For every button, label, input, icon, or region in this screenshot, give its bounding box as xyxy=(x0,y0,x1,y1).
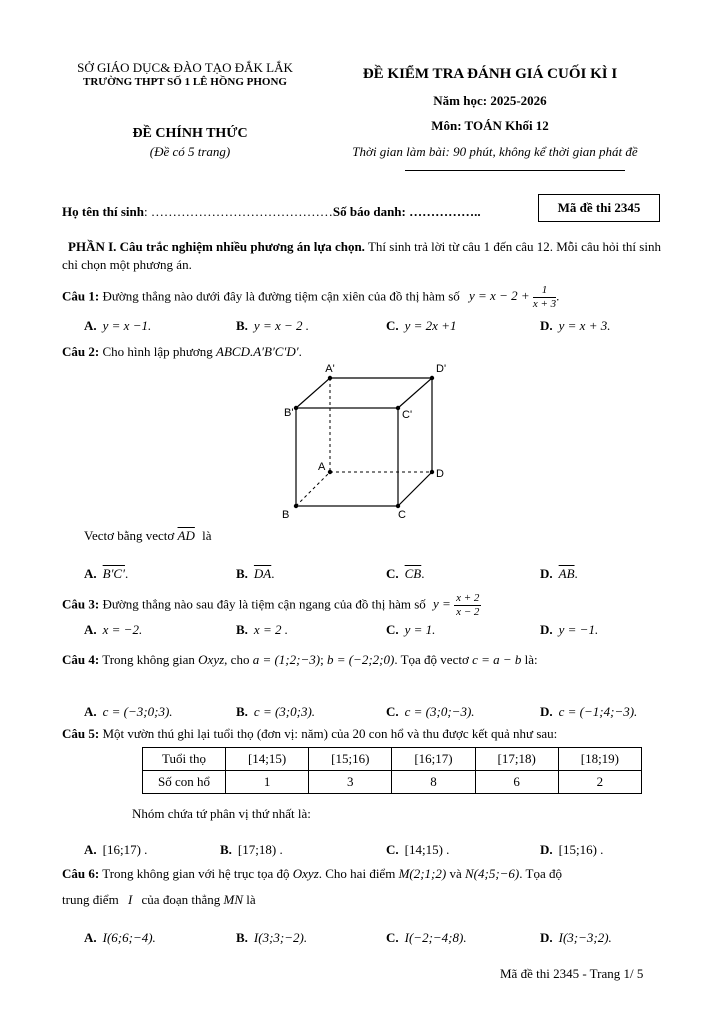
option-label: A. xyxy=(84,704,97,719)
q1-option-a[interactable] xyxy=(84,318,151,334)
q6-point-n: N(4;5;−6) xyxy=(465,866,520,881)
q2-option-b[interactable] xyxy=(236,566,275,582)
option-text: x = −2. xyxy=(102,622,143,637)
q4-space: Oxyz xyxy=(198,652,225,667)
q6-option-d[interactable] xyxy=(540,930,612,946)
option-text: y = x −1. xyxy=(102,318,152,333)
q5-prompt: Nhóm chứa tứ phân vị thứ nhất là: xyxy=(132,806,311,821)
table-header-cell: Tuổi thọ xyxy=(143,748,226,771)
q2-text: Cho hình lập phương xyxy=(99,344,213,359)
q3-function: y = xyxy=(433,596,451,612)
label-a: A xyxy=(318,461,326,473)
q6-line2-b: của đoạn thẳng xyxy=(141,892,221,907)
part1-desc: Thí sinh trả lời từ câu 1 đến câu 12. Mỗi câu hỏi thí sinh chỉ chọn một phương án. xyxy=(62,239,661,272)
q6-t4: . Tọa độ xyxy=(519,866,562,881)
q3-option-c[interactable] xyxy=(386,622,435,638)
candidate-name-dots: : …………………………………… xyxy=(144,204,333,219)
q6-line2-a: trung điểm xyxy=(62,892,119,907)
option-text: [17;18) . xyxy=(237,842,283,857)
point-d xyxy=(430,470,434,474)
question-3 xyxy=(62,592,481,619)
option-label: A. xyxy=(84,930,97,945)
q6-point-m: M(2;1;2) xyxy=(398,866,447,881)
option-label: C. xyxy=(386,622,399,637)
option-punct: . xyxy=(271,566,275,581)
q2-prompt-vector: $\overline{AD}$ xyxy=(177,528,195,543)
official-label: ĐỀ CHÍNH THỨC xyxy=(132,126,248,141)
label-b: B xyxy=(282,509,290,521)
q4-option-a[interactable] xyxy=(84,704,173,720)
option-label: A. xyxy=(84,842,97,857)
q6-t2: . Cho hai điểm xyxy=(318,866,396,881)
q4-sep: ; xyxy=(320,652,324,667)
option-text: [14;15) . xyxy=(404,842,450,857)
q5-option-a[interactable] xyxy=(84,842,147,858)
label-d1: D' xyxy=(436,363,447,375)
q1-frac-num: 1 xyxy=(533,284,556,298)
option-text: I(3;−3;2). xyxy=(558,930,612,945)
time-note: Thời gian làm bài: 90 phút, không kể thời gian phát đề xyxy=(352,144,638,159)
option-label: B. xyxy=(236,622,248,637)
school-year: Năm học: 2025-2026 xyxy=(433,93,547,108)
q5-text: Một vườn thú ghi lại tuổi thọ (đơn vị: năm) của 20 con hổ và thu được kết quả như sau: xyxy=(99,726,558,741)
q6-t3: và xyxy=(449,866,462,881)
label-a1: A' xyxy=(325,363,335,375)
edge-cd xyxy=(398,472,432,506)
q4-t4: là: xyxy=(521,652,538,667)
label-d: D xyxy=(436,468,444,480)
table-cell: [15;16) xyxy=(309,748,392,771)
q3-option-b[interactable] xyxy=(236,622,288,638)
part1-title: PHẦN I. Câu trắc nghiệm nhiều phương án lựa chọn. xyxy=(68,239,365,254)
q3-label: Câu 3: xyxy=(62,596,100,612)
q1-option-d[interactable] xyxy=(540,318,610,334)
option-label: C. xyxy=(386,842,399,857)
q6-line2-c: là xyxy=(246,892,256,907)
q4-t3: . Tọa độ vectơ xyxy=(394,652,469,667)
option-label: C. xyxy=(386,930,399,945)
option-text: y = 1. xyxy=(404,622,436,637)
edge-c1d1 xyxy=(398,378,432,408)
option-label: B. xyxy=(220,842,232,857)
header-left xyxy=(50,60,320,88)
table-cell: [17;18) xyxy=(475,748,558,771)
q3-text: Đường thẳng nào sau đây là tiệm cận ngang của đồ thị hàm số xyxy=(99,596,426,612)
q2-end: . xyxy=(298,344,302,359)
dept-name: SỞ GIÁO DỤC& ĐÀO TẠO ĐẮK LẮK xyxy=(77,60,293,75)
q4-option-d[interactable] xyxy=(540,704,637,720)
option-text: y = x − 2 . xyxy=(253,318,310,333)
page-footer: Mã đề thi 2345 - Trang 1/ 5 xyxy=(500,966,644,981)
table-cell: 6 xyxy=(475,771,558,794)
point-d1 xyxy=(430,376,434,380)
option-text: y = 2x +1 xyxy=(404,318,457,333)
option-label: B. xyxy=(236,566,248,581)
q6-space: Oxyz xyxy=(292,866,319,881)
option-punct: . xyxy=(574,566,578,581)
option-label: C. xyxy=(386,318,399,333)
q4-vector-c: c = a − b xyxy=(472,652,522,667)
point-b1 xyxy=(294,406,298,410)
point-a xyxy=(328,470,332,474)
q6-option-c[interactable] xyxy=(386,930,467,946)
subject: Môn: TOÁN Khối 12 xyxy=(431,118,549,133)
q2-prompt-post: là xyxy=(202,528,212,543)
point-c1 xyxy=(396,406,400,410)
candidate-id-dots: …………….. xyxy=(405,204,481,219)
option-label: A. xyxy=(84,318,97,333)
option-label: D. xyxy=(540,622,553,637)
school-name: TRƯỜNG THPT SỐ 1 LÊ HỒNG PHONG xyxy=(83,76,287,88)
q1-end: . xyxy=(556,288,560,304)
option-label: A. xyxy=(84,566,97,581)
option-label: B. xyxy=(236,704,248,719)
option-vector: B′C′ xyxy=(102,566,125,581)
q4-vector-a: a = (1;2;−3) xyxy=(252,652,321,667)
q5-option-c[interactable] xyxy=(386,842,449,858)
q2-prompt xyxy=(84,528,212,544)
q6-point-i: I xyxy=(127,892,133,907)
q3-frac-num: x + 2 xyxy=(456,592,480,604)
option-text: I(−2;−4;8). xyxy=(404,930,467,945)
option-text: y = −1. xyxy=(558,622,599,637)
option-label: C. xyxy=(386,704,399,719)
option-label: D. xyxy=(540,842,553,857)
option-vector: $\overline{DA}$ xyxy=(253,566,272,581)
table-row xyxy=(143,771,642,794)
option-label: C. xyxy=(386,566,399,581)
q6-option-a[interactable] xyxy=(84,930,156,946)
question-6-line2 xyxy=(62,892,256,908)
q2-option-a[interactable] xyxy=(84,566,128,582)
q1-option-b[interactable] xyxy=(236,318,309,334)
front-face xyxy=(296,408,398,506)
q2-option-d[interactable] xyxy=(540,566,578,582)
q4-t2: , cho xyxy=(224,652,250,667)
q4-text: Trong không gian xyxy=(99,652,195,667)
question-5 xyxy=(62,726,557,742)
option-text: [16;17) . xyxy=(102,842,148,857)
option-text: c = (−1;4;−3). xyxy=(558,704,638,719)
option-text: c = (3;0;−3). xyxy=(404,704,475,719)
option-label: D. xyxy=(540,704,553,719)
q1-frac-den: x + 3 xyxy=(532,298,557,310)
lifespan-table xyxy=(142,747,642,794)
point-b xyxy=(294,504,298,508)
option-vector: $\overline{CB}$ xyxy=(404,566,422,581)
option-text: I(6;6;−4). xyxy=(102,930,156,945)
q1-function: y = x − 2 + xyxy=(469,288,530,304)
q4-option-b[interactable] xyxy=(236,704,315,720)
q5-option-d[interactable] xyxy=(540,842,603,858)
edge-ba-hidden xyxy=(296,472,330,506)
option-text: x = 2 . xyxy=(253,622,288,637)
q4-label: Câu 4: xyxy=(62,652,100,667)
table-header-cell: Số con hổ xyxy=(143,771,226,794)
option-text: I(3;3;−2). xyxy=(253,930,308,945)
label-b1: B' xyxy=(284,407,294,419)
q3-option-d[interactable] xyxy=(540,622,598,638)
q1-label: Câu 1: xyxy=(62,288,100,304)
table-cell: 1 xyxy=(226,771,309,794)
q1-fraction xyxy=(533,284,556,311)
question-6 xyxy=(62,866,562,882)
edge-b1a1 xyxy=(296,378,330,408)
q6-option-b[interactable] xyxy=(236,930,307,946)
q5-option-b[interactable] xyxy=(220,842,283,858)
option-punct: . xyxy=(421,566,425,581)
option-text: y = x + 3. xyxy=(558,318,611,333)
question-1 xyxy=(62,284,559,311)
exam-title: ĐỀ KIỂM TRA ĐÁNH GIÁ CUỐI KÌ I xyxy=(362,66,618,82)
label-c1: C' xyxy=(402,409,413,421)
table-cell: [16;17) xyxy=(392,748,475,771)
q6-segment: MN xyxy=(223,892,243,907)
q4-vector-b: b = (−2;2;0) xyxy=(326,652,395,667)
table-cell: [14;15) xyxy=(226,748,309,771)
exam-code-box: Mã đề thi 2345 xyxy=(538,194,660,222)
option-label: A. xyxy=(84,622,97,637)
q2-option-c[interactable] xyxy=(386,566,425,582)
q4-option-c[interactable] xyxy=(386,704,475,720)
option-label: D. xyxy=(540,566,553,581)
q2-prompt-pre: Vectơ bằng vectơ xyxy=(84,528,175,543)
pages-note: (Đề có 5 trang) xyxy=(149,144,231,159)
q2-shape: ABCD.A′B′C′D′ xyxy=(216,344,299,359)
candidate-name-label: Họ tên thí sinh xyxy=(62,204,144,219)
cube-diagram xyxy=(270,360,460,525)
q6-text: Trong không gian với hệ trục tọa độ xyxy=(99,866,290,881)
table-row xyxy=(143,748,642,771)
q3-fraction xyxy=(454,592,481,619)
option-label: D. xyxy=(540,318,553,333)
q2-label: Câu 2: xyxy=(62,344,100,359)
q5-label: Câu 5: xyxy=(62,726,100,741)
table-cell: [18;19) xyxy=(558,748,641,771)
q1-option-c[interactable] xyxy=(386,318,456,334)
table-cell: 3 xyxy=(309,771,392,794)
q3-frac-den: x − 2 xyxy=(456,606,480,618)
question-2 xyxy=(62,344,302,360)
candidate-line xyxy=(62,204,481,220)
label-c: C xyxy=(398,509,406,521)
option-label: B. xyxy=(236,930,248,945)
option-label: D. xyxy=(540,930,553,945)
q3-option-a[interactable] xyxy=(84,622,142,638)
point-c xyxy=(396,504,400,508)
point-a1 xyxy=(328,376,332,380)
option-punct: . xyxy=(124,566,129,581)
q1-text: Đường thẳng nào dưới đây là đường tiệm cận xiên của đồ thị hàm số xyxy=(99,288,460,304)
q6-label: Câu 6: xyxy=(62,866,100,881)
option-text: [15;16) . xyxy=(558,842,604,857)
option-label: B. xyxy=(236,318,248,333)
option-text: c = (−3;0;3). xyxy=(102,704,173,719)
table-cell: 2 xyxy=(558,771,641,794)
question-4 xyxy=(62,652,538,668)
header-rule xyxy=(405,170,625,171)
option-vector: $\overline{AB}$ xyxy=(558,566,575,581)
part1-heading xyxy=(62,238,662,274)
option-text: c = (3;0;3). xyxy=(253,704,316,719)
table-cell: 8 xyxy=(392,771,475,794)
candidate-id-label: Số báo danh: xyxy=(332,204,406,219)
